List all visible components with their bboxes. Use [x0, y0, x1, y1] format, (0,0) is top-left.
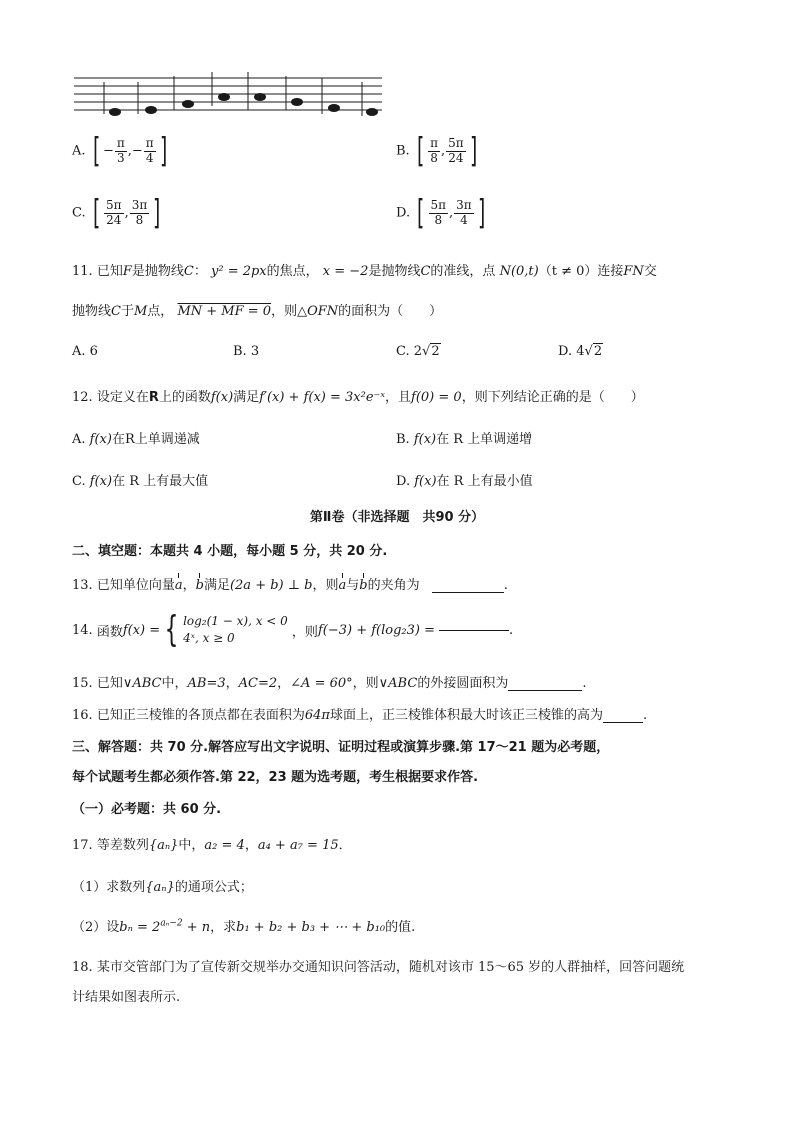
bracket-right: ]	[477, 193, 485, 233]
text: 已知	[96, 264, 123, 279]
question-number: 17.	[72, 838, 93, 853]
option-label: A.	[72, 143, 86, 159]
answer-blank[interactable]	[603, 722, 643, 723]
text: ，则	[352, 676, 379, 691]
text: ，	[244, 838, 258, 853]
answer-blank[interactable]	[439, 630, 509, 631]
text: ，求	[210, 920, 237, 935]
math: f(x)	[414, 474, 437, 489]
q18-line1	[72, 956, 684, 975]
text: （2）设	[72, 920, 120, 935]
text: 在 R 上有最大值	[112, 474, 209, 489]
text: 球面上，正三棱锥体积最大时该正三棱锥的高为	[329, 708, 603, 723]
case: 4ˣ, x ≥ 0	[183, 631, 235, 645]
section2-heading: 二、填空题：本题共 4 小题，每小题 5 分，共 20 分.	[72, 544, 388, 559]
q11-line2	[72, 300, 442, 319]
text: 中，	[161, 676, 188, 691]
math: f(x)	[413, 432, 437, 447]
text: 等差数列	[96, 838, 149, 853]
math: a₂ = 4	[204, 838, 245, 853]
vector-a: a	[174, 578, 183, 593]
text: 交	[643, 264, 657, 279]
math: AC=2	[238, 676, 278, 691]
q17-part1	[72, 876, 253, 895]
q10-option-c[interactable]: C. [ $\frac{5\pi}{24}$ , $\frac{3\pi}{8}$ ]	[72, 193, 161, 233]
q12-option-a[interactable]	[72, 428, 200, 447]
math: ∨ABC	[122, 676, 162, 691]
case: log₂(1 − x), x < 0	[183, 613, 288, 628]
math: f(x)	[89, 432, 112, 447]
bracket-left: [	[92, 131, 100, 171]
question-number: 11.	[72, 264, 93, 279]
q12-option-d[interactable]	[396, 470, 533, 489]
bracket-right: ]	[159, 131, 167, 171]
math: x = −2	[322, 264, 369, 279]
math: C	[420, 264, 431, 279]
math: f(x)	[210, 390, 234, 405]
text: 在R上单调递减	[111, 432, 200, 447]
math: ∨ABC	[378, 676, 418, 691]
text: 是抛物线	[131, 264, 184, 279]
fraction: $\frac{\pi}{8}$	[430, 136, 438, 165]
text: 的夹角为	[367, 578, 420, 593]
text: ，则△	[271, 304, 308, 319]
math-equation: y² = 2px	[211, 264, 267, 279]
math-equation: f′(x) + f(x) = 3x²e⁻ˣ	[259, 390, 386, 405]
coef: 2	[413, 344, 423, 359]
question-number: 18.	[72, 960, 93, 975]
text: 满足	[203, 578, 230, 593]
fraction: $\frac{\pi}{4}$	[145, 136, 154, 165]
option-label: D.	[558, 344, 573, 359]
text: 的焦点，	[266, 264, 319, 279]
math: FN	[623, 264, 644, 279]
text: 已知单位向量	[96, 578, 175, 593]
vector-b: b	[195, 578, 204, 593]
text: 设定义在	[96, 390, 149, 405]
text: 在 R 上单调递增	[436, 432, 533, 447]
text: 中，	[178, 838, 205, 853]
math: bₙ = 2	[119, 920, 161, 935]
text: 的面积为（ ）	[338, 304, 443, 319]
math: (2a + b) ⊥ b	[229, 578, 313, 593]
math: F	[122, 264, 132, 279]
radicand: 2	[593, 344, 603, 359]
sub-heading: （一）必考题：共 60 分.	[72, 802, 222, 817]
bracket-left: [	[416, 131, 425, 171]
text: 是抛物线	[368, 264, 421, 279]
text: （1）求数列	[72, 880, 146, 895]
option-label: B.	[396, 432, 410, 447]
q10-option-a[interactable]: A. [ − $\frac{\pi}{3}$ ,− $\frac{\pi}{4}$ ]	[72, 131, 167, 171]
math: f(0) = 0	[411, 390, 462, 405]
piecewise-cases	[183, 613, 288, 648]
fraction: $\frac{5\pi}{24}$	[106, 198, 122, 227]
question-number: 14.	[72, 622, 93, 638]
q12-option-c[interactable]	[72, 470, 208, 489]
text: ，	[277, 676, 291, 691]
answer-blank[interactable]	[432, 592, 504, 593]
math: + n	[182, 920, 211, 935]
q11-option-c[interactable]: C. 2√2	[396, 344, 440, 359]
fraction: $\frac{3\pi}{4}$	[456, 198, 472, 227]
text: ，则	[312, 578, 339, 593]
q11-line1	[72, 260, 657, 279]
q18-line2: 计结果如图表所示.	[72, 990, 181, 1005]
q12-stem	[72, 386, 644, 405]
math: C	[111, 304, 121, 319]
vector-a: a	[338, 578, 347, 593]
q15: 15. 已知∨ABC中，AB=3，AC=2，∠A = 60°，则∨ABC的外接圆面积为 .	[72, 676, 587, 691]
math: AB=3	[187, 676, 226, 691]
text: 点，	[147, 304, 174, 319]
text: ：	[193, 264, 207, 279]
math: b₁ + b₂ + b₃ + ⋯ + b₁₀	[236, 920, 386, 935]
part2-title: 第Ⅱ卷（非选择题 共90 分）	[309, 510, 485, 525]
math: f(x)	[89, 474, 113, 489]
question-number: 15.	[72, 676, 93, 691]
option-label: C.	[72, 474, 86, 489]
math: f(x) =	[122, 622, 161, 638]
text: ，	[225, 676, 239, 691]
text: 的值.	[385, 920, 416, 935]
text: 某市交管部门为了宣传新交规举办交通知识问答活动，随机对该市 15～65 岁的人群抽样，回答问题统	[96, 960, 685, 975]
math-vector-equation: MN + MF = 0	[177, 304, 272, 319]
bracket-left: [	[92, 193, 101, 233]
text: 于	[120, 304, 134, 319]
math: OFN	[307, 304, 339, 319]
sign: −	[102, 143, 114, 159]
q17-part2	[72, 916, 415, 935]
q14: 14. 函数 f(x) = { log₂(1 − x), x < 0 4ˣ, x ≥ 0 ，则 f(−3) + f(log₂3) = .	[72, 609, 514, 650]
fraction: $\frac{5\pi}{24}$	[448, 136, 464, 165]
fraction: $\frac{\pi}{3}$	[116, 136, 125, 165]
bracket-left: [	[417, 193, 425, 233]
coef: 4	[576, 344, 585, 359]
section3-heading-line2: 每个试题考生都必须作答.第 22，23 题为选考题，考生根据要求作答.	[72, 770, 479, 785]
fraction: $\frac{5\pi}{8}$	[430, 198, 447, 227]
text: （t ≠ 0）	[538, 264, 598, 279]
q10-option-b[interactable]: B. [ $\frac{\pi}{8}$ , $\frac{5\pi}{24}$ ]	[396, 131, 477, 171]
text: 与	[346, 578, 360, 593]
math: f(−3) + f(log₂3) =	[317, 622, 435, 638]
q16: 16. 已知正三棱锥的各顶点都在表面积为64π球面上，正三棱锥体积最大时该正三棱锥的高为 .	[72, 708, 648, 723]
bracket-right: ]	[469, 131, 477, 171]
text: ，则下列结论正确的是（ ）	[461, 390, 644, 405]
text: 抛物线	[72, 304, 112, 319]
math: {aₙ}	[145, 880, 175, 895]
text: 满足	[233, 390, 260, 405]
option-label: C.	[72, 205, 86, 221]
q13: 13. 已知单位向量a，b满足(2a + b) ⊥ b，则a与b的夹角为 .	[72, 578, 508, 593]
question-number: 12.	[72, 390, 93, 405]
q10-option-d[interactable]: D. [ $\frac{5\pi}{8}$ , $\frac{3\pi}{4}$ ]	[396, 193, 485, 233]
option-label: A.	[72, 432, 86, 447]
answer-blank[interactable]	[508, 690, 582, 691]
math-set: R	[148, 390, 159, 405]
q11-option-a[interactable]: A. 6	[72, 344, 98, 359]
math: M	[133, 304, 148, 319]
math: N(0,t)	[499, 264, 539, 279]
q12-option-b[interactable]	[396, 428, 532, 447]
text: 的准线，点	[430, 264, 496, 279]
brace: {	[164, 609, 179, 650]
text: ，	[182, 578, 196, 593]
text: 上的函数	[158, 390, 211, 405]
option-label: D.	[396, 474, 411, 489]
graph-fragment	[72, 70, 392, 118]
option-label: D.	[396, 205, 411, 221]
text: 的外接圆面积为	[417, 676, 509, 691]
text: 在 R 上有最小值	[436, 474, 533, 489]
fraction: $\frac{3\pi}{8}$	[131, 198, 148, 227]
q11-option-d[interactable]: D. 4√2	[558, 344, 603, 359]
bracket-right: ]	[153, 193, 161, 233]
text: 已知正三棱锥的各顶点都在表面积为	[96, 708, 305, 723]
math-exponent: aₙ−2	[160, 918, 183, 929]
math: ∠A = 60°	[290, 676, 353, 691]
question-number: 13.	[72, 578, 93, 593]
section3-heading-line1: 三、解答题：共 70 分.解答应写出文字说明、证明过程或演算步骤.第 17～21 题为必考题，	[72, 740, 610, 755]
question-number: 16.	[72, 708, 93, 723]
math: a₄ + a₇ = 15	[257, 838, 339, 853]
text: 的通项公式；	[174, 880, 253, 895]
option-label: C.	[396, 344, 410, 359]
radicand: 2	[431, 344, 440, 359]
math: C	[183, 264, 194, 279]
vector-b: b	[359, 578, 368, 593]
q17-stem	[72, 834, 352, 853]
option-label: B.	[396, 143, 410, 159]
q11-option-b[interactable]: B. 3	[233, 344, 260, 359]
text: ，则	[291, 624, 318, 640]
sign: −	[131, 143, 143, 159]
text: ，且	[385, 390, 412, 405]
text: 连接	[597, 264, 624, 279]
text: 已知	[96, 676, 123, 691]
math: {aₙ}	[148, 838, 179, 853]
text: ．	[338, 838, 352, 853]
text: 函数	[96, 624, 123, 640]
math: 64π	[304, 708, 330, 723]
